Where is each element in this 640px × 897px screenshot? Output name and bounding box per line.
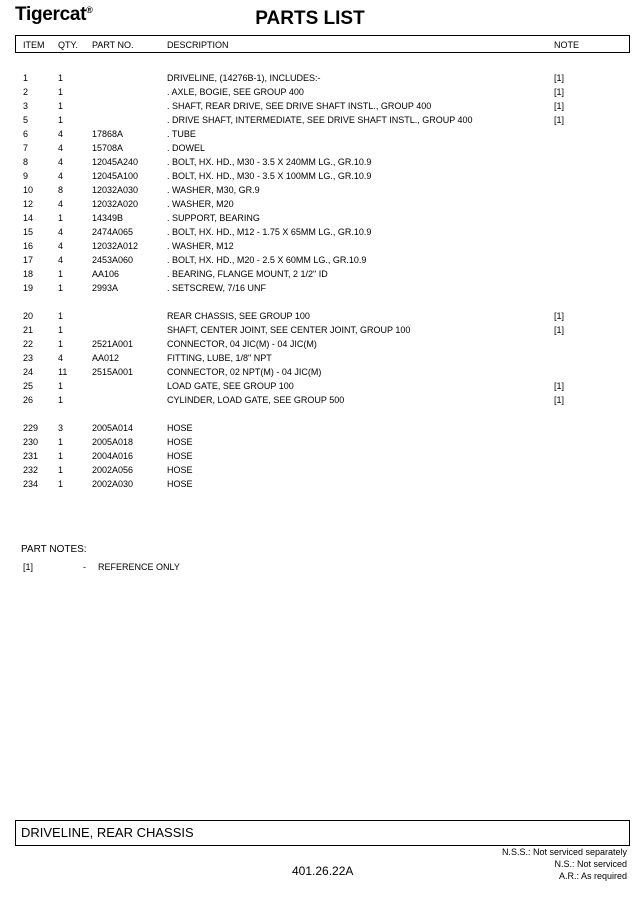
legend-nss: N.S.S.: Not serviced separately [501,847,627,857]
quantity: 1 [58,465,64,475]
table-row [0,479,640,493]
table-row [0,465,640,479]
table-row [0,339,640,353]
table-row [0,423,640,437]
quantity: 1 [58,325,64,335]
part-notes-title: PART NOTES: [21,544,87,555]
col-header-desc: DESCRIPTION [167,40,229,50]
item-number: 16 [23,241,34,251]
description: HOSE [167,479,193,489]
description: . BOLT, HX. HD., M20 - 2.5 X 60MM LG., GR.10.9 [167,255,367,265]
quantity: 11 [58,367,68,377]
item-number: 2 [23,87,29,97]
note-ref: [1] [554,381,565,391]
quantity: 4 [58,143,64,153]
col-header-part: PART NO. [92,40,134,50]
table-row [0,311,640,325]
item-number: 234 [23,479,39,489]
quantity: 4 [58,353,64,363]
item-number: 229 [23,423,39,433]
table-row [0,87,640,101]
table-row [0,283,640,297]
table-row [0,129,640,143]
description: . WASHER, M20 [167,199,234,209]
description: HOSE [167,451,193,461]
item-number: 20 [23,311,34,321]
table-row [0,185,640,199]
quantity: 1 [58,87,64,97]
brand-name: Tigercat [15,4,87,25]
part-number: 2005A018 [92,437,134,447]
description: CONNECTOR, 02 NPT(M) - 04 JIC(M) [167,367,322,377]
item-number: 22 [23,339,34,349]
item-number: 3 [23,101,29,111]
quantity: 1 [58,213,64,223]
description: HOSE [167,437,193,447]
description: FITTING, LUBE, 1/8" NPT [167,353,272,363]
table-row [0,437,640,451]
col-header-note: NOTE [554,40,580,50]
item-number: 15 [23,227,34,237]
item-number: 6 [23,129,29,139]
table-row [0,73,640,87]
description: . SUPPORT, BEARING [167,213,260,223]
description: CYLINDER, LOAD GATE, SEE GROUP 500 [167,395,345,405]
quantity: 4 [58,199,64,209]
table-row [0,115,640,129]
part-number: 2521A001 [92,339,134,349]
part-number: 12032A012 [92,241,139,251]
item-number: 1 [23,73,29,83]
table-row [0,255,640,269]
quantity: 4 [58,171,64,181]
quantity: 4 [58,129,64,139]
item-number: 23 [23,353,34,363]
part-number: AA012 [92,353,120,363]
description: . BEARING, FLANGE MOUNT, 2 1/2" ID [167,269,328,279]
item-number: 19 [23,283,34,293]
description: . DOWEL [167,143,206,153]
item-number: 21 [23,325,34,335]
item-number: 5 [23,115,29,125]
part-number: 2474A065 [92,227,134,237]
note-ref: [1] [554,395,565,405]
description: . DRIVE SHAFT, INTERMEDIATE, SEE DRIVE SHAFT INSTL., GROUP 400 [167,115,473,125]
table-row [0,199,640,213]
table-row [0,227,640,241]
note-ref: [1] [554,115,565,125]
part-number: 12032A030 [92,185,139,195]
description: DRIVELINE, (14276B-1), INCLUDES:- [167,73,321,83]
description: . WASHER, M12 [167,241,234,251]
part-number: 14349B [92,213,124,223]
quantity: 1 [58,73,64,83]
quantity: 4 [58,255,64,265]
description: REAR CHASSIS, SEE GROUP 100 [167,311,310,321]
quantity: 1 [58,395,64,405]
part-number: 12032A020 [92,199,139,209]
note-ref: [1] [554,87,565,97]
part-number: 12045A240 [92,157,139,167]
page-title: PARTS LIST [255,8,365,29]
quantity: 1 [58,283,64,293]
quantity: 8 [58,185,64,195]
description: . SHAFT, REAR DRIVE, SEE DRIVE SHAFT INSTL., GROUP 400 [167,101,432,111]
note-ref: [1] [554,101,565,111]
registered-mark: ® [86,5,93,15]
legend-ns: N.S.: Not serviced [554,859,627,869]
quantity: 1 [58,269,64,279]
part-number: AA106 [92,269,120,279]
quantity: 1 [58,311,64,321]
note-dash: - [83,562,86,572]
quantity: 4 [58,227,64,237]
note-ref: [1] [554,311,565,321]
description: . BOLT, HX. HD., M12 - 1.75 X 65MM LG., GR.10.9 [167,227,372,237]
item-number: 12 [23,199,34,209]
table-row [0,143,640,157]
item-number: 18 [23,269,34,279]
item-number: 8 [23,157,29,167]
section-title: DRIVELINE, REAR CHASSIS [21,825,194,840]
item-number: 7 [23,143,29,153]
table-row [0,213,640,227]
legend-ar: A.R.: As required [558,871,627,881]
item-number: 10 [23,185,34,195]
page-number: 401.26.22A [292,864,354,878]
col-header-qty: QTY. [58,40,78,50]
table-row [0,325,640,339]
quantity: 1 [58,479,64,489]
item-number: 24 [23,367,34,377]
part-number: 2005A014 [92,423,134,433]
part-number: 2002A030 [92,479,134,489]
description: . BOLT, HX. HD., M30 - 3.5 X 100MM LG., GR.10.9 [167,171,372,181]
item-number: 9 [23,171,29,181]
note-text: REFERENCE ONLY [98,562,180,572]
description: HOSE [167,465,193,475]
item-number: 230 [23,437,39,447]
part-number: 2453A060 [92,255,134,265]
description: LOAD GATE, SEE GROUP 100 [167,381,294,391]
quantity: 4 [58,157,64,167]
description: . TUBE [167,129,196,139]
table-row [0,395,640,409]
col-header-item: ITEM [23,40,45,50]
part-number: 12045A100 [92,171,139,181]
part-number: 2002A056 [92,465,134,475]
description: . AXLE, BOGIE, SEE GROUP 400 [167,87,304,97]
description: SHAFT, CENTER JOINT, SEE CENTER JOINT, GROUP 100 [167,325,411,335]
table-row [0,353,640,367]
table-row [0,269,640,283]
quantity: 1 [58,339,64,349]
quantity: 1 [58,101,64,111]
item-number: 232 [23,465,39,475]
description: . BOLT, HX. HD., M30 - 3.5 X 240MM LG., GR.10.9 [167,157,372,167]
table-row [0,171,640,185]
item-number: 14 [23,213,34,223]
part-number: 2515A001 [92,367,134,377]
description: HOSE [167,423,193,433]
item-number: 26 [23,395,34,405]
part-number: 15708A [92,143,124,153]
note-code: [1] [23,562,34,572]
description: CONNECTOR, 04 JIC(M) - 04 JIC(M) [167,339,317,349]
description: . WASHER, M30, GR.9 [167,185,260,195]
item-number: 25 [23,381,34,391]
item-number: 17 [23,255,34,265]
quantity: 4 [58,241,64,251]
quantity: 1 [58,115,64,125]
table-row [0,101,640,115]
table-row [0,381,640,395]
table-row [0,451,640,465]
quantity: 3 [58,423,64,433]
item-number: 231 [23,451,39,461]
part-number: 2004A016 [92,451,134,461]
quantity: 1 [58,451,64,461]
part-number: 17868A [92,129,124,139]
quantity: 1 [58,381,64,391]
part-number: 2993A [92,283,119,293]
note-ref: [1] [554,73,565,83]
table-row [0,157,640,171]
table-row [0,241,640,255]
description: . SETSCREW, 7/16 UNF [167,283,267,293]
quantity: 1 [58,437,64,447]
note-ref: [1] [554,325,565,335]
table-row [0,367,640,381]
